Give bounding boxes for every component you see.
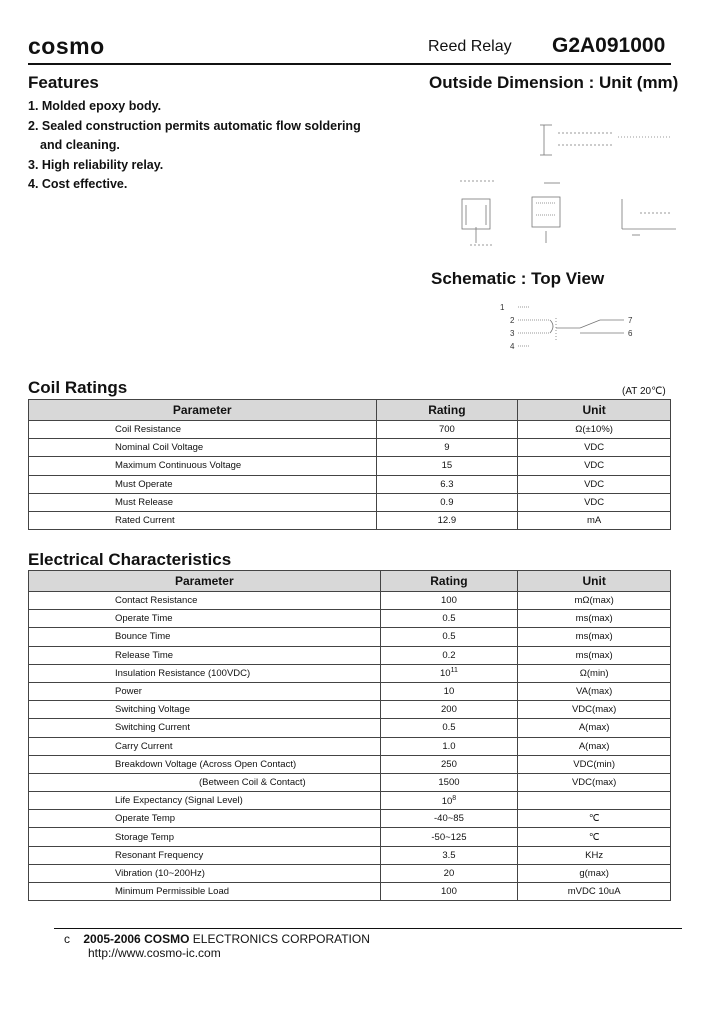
table-cell: 0.9 [376,493,518,511]
product-type: Reed Relay [428,38,512,55]
exponent: 11 [450,667,458,675]
table-cell: Operate Temp [29,810,381,828]
table-cell: Release Time [29,646,381,664]
table-cell: A(max) [518,719,671,737]
table-cell: 700 [376,421,518,439]
table-cell: Resonant Frequency [29,846,381,864]
table-row [29,646,671,664]
electrical-title: Electrical Characteristics [28,550,232,569]
column-header: Rating [380,571,518,592]
table-row [29,737,671,755]
website-link[interactable]: http://www.cosmo-ic.com [88,946,221,960]
features-list [28,97,408,195]
table-row [29,792,671,810]
table-cell: Insulation Resistance (100VDC) [29,664,381,682]
table-cell: Nominal Coil Voltage [29,439,377,457]
pin-label: 3 [510,329,515,338]
company-logo: cosmo [28,33,105,59]
table-cell: Life Expectancy (Signal Level) [29,792,381,810]
copyright-years: 2005-2006 [83,932,141,946]
electrical-table [28,570,671,901]
table-row [29,628,671,646]
table-cell: -40~85 [380,810,518,828]
table-cell: Switching Voltage [29,701,381,719]
table-row [29,755,671,773]
table-cell: Must Release [29,493,377,511]
cell-value: 10 [440,668,451,680]
table-cell: mΩ(max) [518,592,671,610]
table-row [29,810,671,828]
table-cell: Ω(min) [518,664,671,682]
footer-divider [54,928,682,929]
table-cell: -50~125 [380,828,518,846]
column-header: Parameter [29,571,381,592]
cell-value: 10 [441,795,453,807]
table-cell: 0.5 [380,610,518,628]
table-cell: ℃ [518,828,671,846]
feature-item: 3. High reliability relay. [28,157,164,172]
table-cell: Storage Temp [29,828,381,846]
table-cell: Switching Current [29,719,381,737]
table-cell: 15 [376,457,518,475]
table-cell: Maximum Continuous Voltage [29,457,377,475]
table-cell: Rated Current [29,511,377,529]
table-row [29,828,671,846]
pin-label: 7 [628,316,633,325]
table-cell: Must Operate [29,475,377,493]
table-cell: 12.9 [376,511,518,529]
table-cell: 3.5 [380,846,518,864]
table-cell: 0.5 [380,628,518,646]
table-cell: VDC [518,475,671,493]
table-row [29,682,671,700]
table-cell: 9 [376,439,518,457]
pin-label: 6 [628,329,633,338]
table-row [29,773,671,791]
column-header: Unit [518,400,671,421]
table-cell: Coil Resistance [29,421,377,439]
table-cell: Ω(±10%) [518,421,671,439]
table-row [29,664,671,682]
table-cell: ℃ [518,810,671,828]
feature-item: 2. Sealed construction permits automatic flow soldering [28,118,361,133]
table-cell [380,664,518,682]
table-cell: Breakdown Voltage (Across Open Contact) [29,755,381,773]
table-row [29,719,671,737]
table-row [29,493,671,511]
coil-ratings-note: (AT 20℃) [622,386,666,397]
column-header: Parameter [29,400,377,421]
table-row [29,610,671,628]
table-cell: VDC(min) [518,755,671,773]
table-cell: Power [29,682,381,700]
feature-item: and cleaning. [40,138,120,152]
table-cell: ms(max) [518,610,671,628]
table-cell: Vibration (10~200Hz) [29,864,381,882]
table-cell: KHz [518,846,671,864]
table-cell: VDC [518,457,671,475]
table-cell: 20 [380,864,518,882]
table-cell: 100 [380,592,518,610]
table-row [29,421,671,439]
copyright-symbol: c [64,932,70,946]
features-title: Features [28,73,99,92]
table-row [29,864,671,882]
exponent: 8 [452,794,457,802]
schematic-title: Schematic : Top View [431,269,605,288]
table-cell: 0.5 [380,719,518,737]
feature-item: 4. Cost effective. [28,177,128,191]
table-cell [380,792,518,810]
coil-ratings-title: Coil Ratings [28,378,128,397]
table-cell: 100 [380,883,518,901]
coil-ratings-table [28,399,671,530]
table-cell: ms(max) [518,646,671,664]
pin-label: 4 [510,342,515,351]
feature-item: 1. Molded epoxy body. [28,99,162,113]
table-row [29,457,671,475]
copyright-line [64,932,370,946]
table-row [29,511,671,529]
table-row [29,439,671,457]
table-row [29,846,671,864]
header-divider [28,63,671,65]
table-header-row [29,400,671,421]
part-number: G2A091000 [552,34,666,57]
table-row [29,592,671,610]
table-cell: Contact Resistance [29,592,381,610]
table-cell: VDC(max) [518,701,671,719]
pin-label: 2 [510,316,515,325]
company-suffix: ELECTRONICS CORPORATION [192,932,370,946]
table-cell: 0.2 [380,646,518,664]
table-cell: VA(max) [518,682,671,700]
table-cell: Operate Time [29,610,381,628]
table-cell: A(max) [518,737,671,755]
table-row [29,475,671,493]
table-row [29,701,671,719]
dimension-title: Outside Dimension : Unit (mm) [429,73,679,92]
table-cell: Carry Current [29,737,381,755]
table-cell: 250 [380,755,518,773]
table-cell: (Between Coil & Contact) [29,773,381,791]
table-cell: 6.3 [376,475,518,493]
table-header-row [29,571,671,592]
column-header: Unit [518,571,671,592]
table-cell: mA [518,511,671,529]
table-cell: 200 [380,701,518,719]
table-cell: VDC(max) [518,773,671,791]
table-cell: Bounce Time [29,628,381,646]
table-row [29,883,671,901]
schematic-diagram [490,298,650,354]
table-cell: 1.0 [380,737,518,755]
table-cell: 10 [380,682,518,700]
table-cell: 1500 [380,773,518,791]
table-cell: mVDC 10uA [518,883,671,901]
dimension-drawing [440,115,685,265]
table-cell: ms(max) [518,628,671,646]
company-name: COSMO [144,932,190,946]
table-cell: VDC [518,439,671,457]
pin-label: 1 [500,303,505,312]
table-cell [518,792,671,810]
table-cell: g(max) [518,864,671,882]
column-header: Rating [376,400,518,421]
table-cell: Minimum Permissible Load [29,883,381,901]
table-cell: VDC [518,493,671,511]
